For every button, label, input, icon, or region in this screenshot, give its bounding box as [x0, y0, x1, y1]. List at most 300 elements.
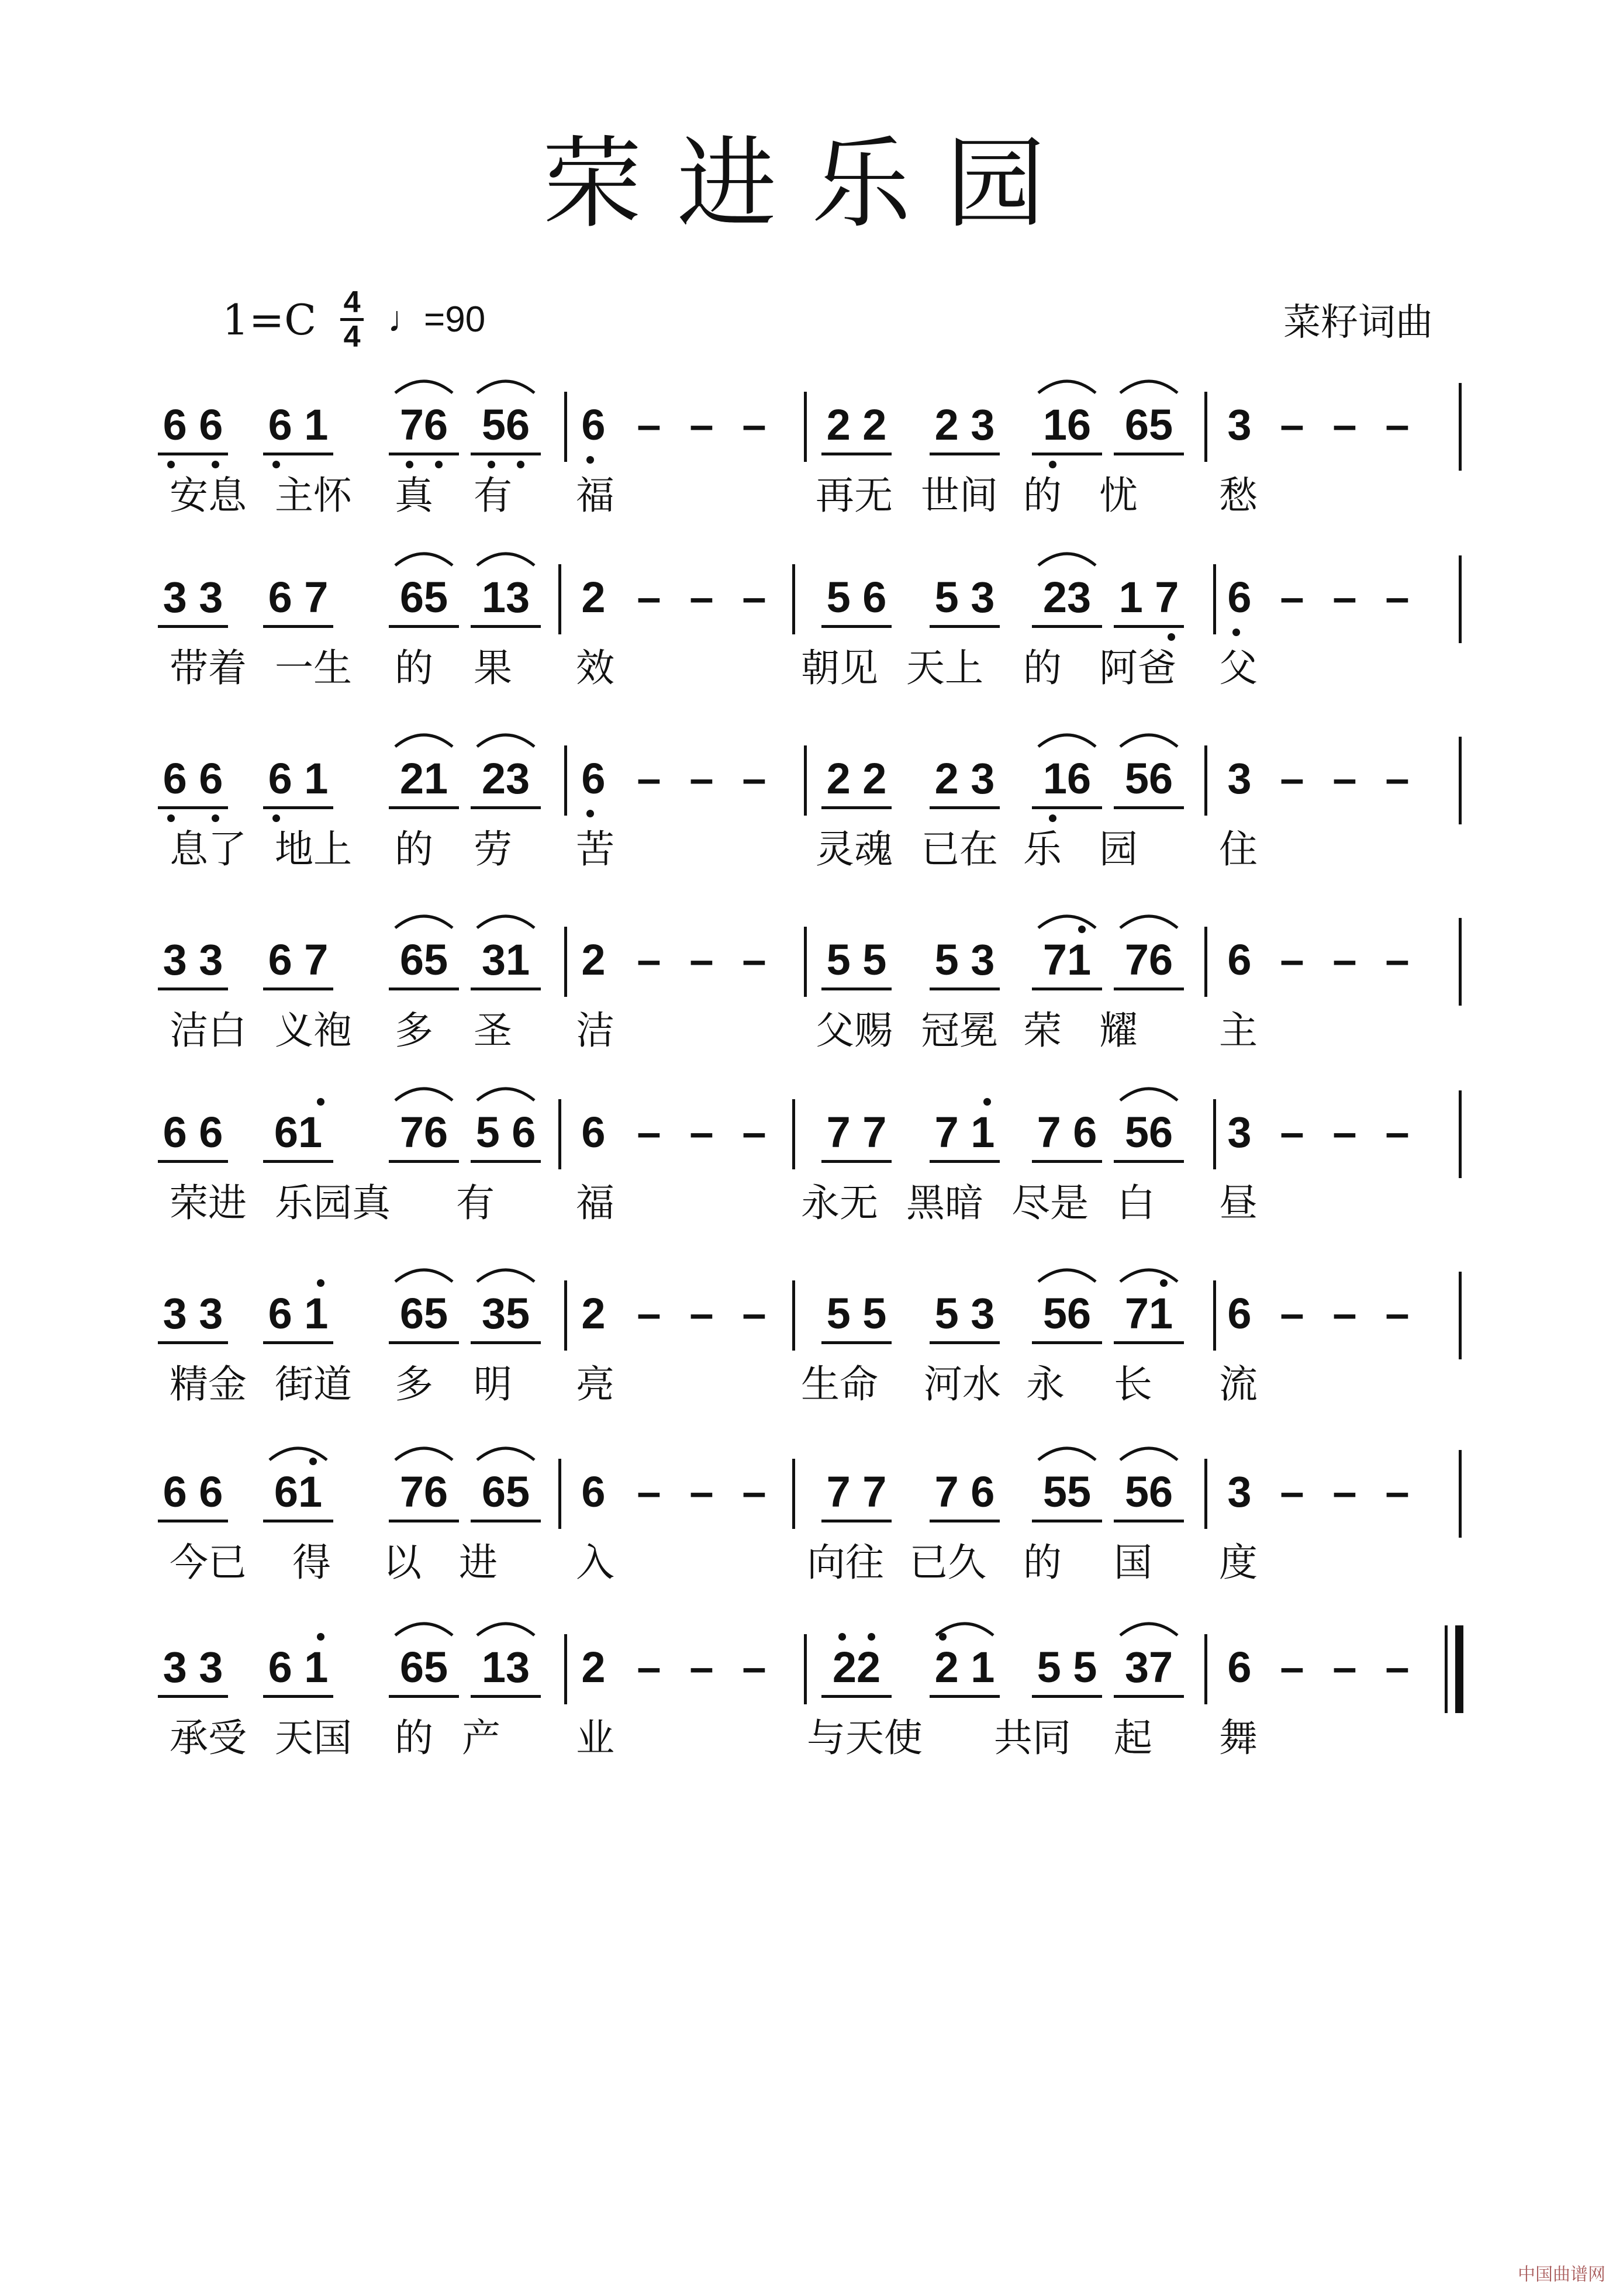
bar-line	[564, 392, 567, 462]
eighth-underline	[1114, 1160, 1184, 1163]
note-group: 31	[481, 935, 530, 984]
lyric-text: 园	[1099, 827, 1138, 872]
note-group: 65	[1124, 400, 1173, 449]
note-group: 6	[1227, 1289, 1252, 1338]
eighth-underline	[930, 453, 1000, 455]
slur-arc	[266, 1440, 330, 1463]
lyric-text: 的	[1023, 473, 1062, 518]
eighth-underline	[821, 806, 892, 809]
bar-line	[564, 1280, 567, 1351]
slur-arc	[1117, 727, 1181, 750]
note-group: 22	[832, 1643, 881, 1691]
note-group: 7 1	[934, 1108, 995, 1156]
lyric-text: 效	[576, 645, 614, 690]
eighth-underline	[263, 453, 333, 455]
note-group: –	[1332, 935, 1357, 984]
slur-arc	[474, 373, 538, 396]
note-group: 16	[1042, 400, 1092, 449]
lyric-text: 义袍	[275, 1008, 352, 1053]
lyric-text: 入	[576, 1540, 614, 1585]
note-group: –	[742, 754, 766, 803]
lyric-text: 尽是	[1011, 1180, 1089, 1225]
eighth-underline	[1032, 453, 1102, 455]
bar-line	[564, 927, 567, 997]
note-group: –	[742, 1643, 766, 1691]
bar-line	[564, 1634, 567, 1704]
bar-line	[1204, 1459, 1207, 1529]
note-group: 71	[1042, 935, 1092, 984]
slur-arc	[1117, 373, 1181, 396]
upper-octave-dot	[317, 1633, 324, 1641]
score-system	[0, 1470, 1623, 1646]
lyric-text: 洁	[576, 1008, 614, 1053]
note-group: 6	[581, 754, 606, 803]
lower-octave-dot	[1049, 461, 1056, 468]
note-group: 6	[1227, 573, 1252, 622]
note-group: 5 3	[934, 935, 995, 984]
bar-line	[804, 392, 807, 462]
note-group: –	[1332, 1643, 1357, 1691]
eighth-underline	[471, 1341, 541, 1344]
lower-octave-dot	[1232, 629, 1240, 636]
note-group: 6 1	[268, 1643, 329, 1691]
note-group: –	[689, 1108, 714, 1156]
bar-line	[558, 1099, 561, 1169]
eighth-underline	[821, 1520, 892, 1522]
note-group: 6	[1227, 935, 1252, 984]
eighth-underline	[263, 988, 333, 990]
note-group: 61	[274, 1108, 323, 1156]
note-group: –	[742, 573, 766, 622]
note-group: –	[689, 935, 714, 984]
bar-line	[1459, 918, 1462, 1006]
note-group: 61	[274, 1468, 323, 1516]
bar-line	[804, 745, 807, 816]
note-group: –	[1280, 573, 1304, 622]
key-equals: =	[248, 295, 285, 344]
score-system	[0, 935, 1623, 1114]
lyric-text: 与天使	[807, 1715, 923, 1760]
eighth-underline	[821, 453, 892, 455]
eighth-underline	[1114, 453, 1184, 455]
note-group: 65	[399, 1289, 448, 1338]
lyric-text: 永无	[801, 1180, 878, 1225]
note-group: 3	[1227, 400, 1252, 449]
note-group: 16	[1042, 754, 1092, 803]
lyric-text: 息了	[170, 827, 247, 872]
eighth-underline	[471, 806, 541, 809]
note-group: –	[689, 1289, 714, 1338]
lyric-text: 荣进	[170, 1180, 247, 1225]
note-group: –	[1385, 935, 1410, 984]
eighth-underline	[389, 1520, 459, 1522]
note-group: –	[1332, 1468, 1357, 1516]
note-group: 35	[481, 1289, 530, 1338]
score-system	[0, 1108, 1623, 1286]
eighth-underline	[263, 1695, 333, 1698]
note-group: 5 5	[1037, 1643, 1097, 1691]
lower-octave-dot	[1168, 633, 1175, 641]
bar-line	[1204, 392, 1207, 462]
slur-arc	[474, 727, 538, 750]
note-group: –	[1280, 1643, 1304, 1691]
note-group: –	[689, 573, 714, 622]
upper-octave-dot	[838, 1633, 846, 1641]
note-group: 6 7	[268, 573, 329, 622]
lyric-text: 父	[1219, 645, 1258, 690]
note-group: 6 6	[163, 754, 223, 803]
eighth-underline	[1032, 988, 1102, 990]
note-group: –	[689, 1468, 714, 1516]
note-group: –	[742, 1108, 766, 1156]
note-group: 6	[581, 1468, 606, 1516]
lyric-text: 父赐	[816, 1008, 893, 1053]
note-group: –	[637, 1289, 661, 1338]
slur-arc	[392, 727, 456, 750]
lyric-text: 福	[576, 1180, 614, 1225]
eighth-underline	[158, 1695, 228, 1698]
lyric-text: 乐园真	[275, 1180, 391, 1225]
note-group: 2 3	[934, 754, 995, 803]
note-group: 6 1	[268, 754, 329, 803]
note-group: 13	[481, 573, 530, 622]
song-title: 荣进乐园	[542, 126, 1080, 242]
note-group: 3 3	[163, 935, 223, 984]
note-group: 2	[581, 1289, 606, 1338]
key-one: 1	[222, 295, 249, 344]
note-group: 3 3	[163, 1643, 223, 1691]
key-signature	[222, 285, 486, 354]
slur-arc	[933, 1615, 997, 1639]
note-group: 21	[399, 754, 448, 803]
lyric-text: 昼	[1219, 1180, 1258, 1225]
time-bottom: 4	[343, 320, 361, 354]
note-group: 56	[1124, 1468, 1173, 1516]
lyric-text: 一生	[275, 645, 352, 690]
bar-line	[792, 1459, 795, 1529]
note-group: 2 1	[934, 1643, 995, 1691]
note-group: –	[637, 400, 661, 449]
lower-octave-dot	[586, 810, 594, 817]
slur-arc	[392, 1262, 456, 1285]
eighth-underline	[158, 988, 228, 990]
bar-line	[1445, 1625, 1448, 1713]
lyric-text: 已久	[909, 1540, 986, 1585]
slur-arc	[1117, 1262, 1181, 1285]
note-group: 6 6	[163, 1108, 223, 1156]
slur-arc	[474, 1262, 538, 1285]
eighth-underline	[1032, 625, 1102, 628]
note-group: –	[742, 1289, 766, 1338]
author-credit: 菜籽词曲	[1283, 301, 1433, 344]
note-group: –	[689, 400, 714, 449]
slur-arc	[474, 1615, 538, 1639]
bar-line	[792, 1099, 795, 1169]
lyric-text: 向往	[807, 1540, 884, 1585]
note-group: 3	[1227, 1108, 1252, 1156]
eighth-underline	[263, 1520, 333, 1522]
eighth-underline	[1032, 1341, 1102, 1344]
slur-arc	[392, 545, 456, 569]
upper-octave-dot	[983, 1098, 991, 1106]
eighth-underline	[389, 806, 459, 809]
note-group: 65	[481, 1468, 530, 1516]
eighth-underline	[1114, 1520, 1184, 1522]
note-group: 6	[581, 400, 606, 449]
lower-octave-dot	[435, 461, 443, 468]
lyric-text: 承受	[170, 1715, 247, 1760]
note-group: –	[1332, 400, 1357, 449]
eighth-underline	[1114, 988, 1184, 990]
note-group: 76	[399, 1468, 448, 1516]
note-group: 3	[1227, 1468, 1252, 1516]
note-group: 6	[581, 1108, 606, 1156]
lyric-text: 永	[1026, 1362, 1065, 1407]
bar-line	[1459, 555, 1462, 643]
lyric-text: 的	[395, 1715, 433, 1760]
eighth-underline	[389, 1695, 459, 1698]
lyric-text: 的	[1023, 1540, 1062, 1585]
note-group: –	[637, 1108, 661, 1156]
slur-arc	[1117, 1615, 1181, 1639]
eighth-underline	[471, 453, 541, 455]
note-group: –	[1280, 935, 1304, 984]
lower-octave-dot	[517, 461, 524, 468]
eighth-underline	[930, 806, 1000, 809]
lyric-text: 黑暗	[906, 1180, 983, 1225]
eighth-underline	[1114, 1341, 1184, 1344]
eighth-underline	[389, 1341, 459, 1344]
note-group: 55	[1042, 1468, 1092, 1516]
note-group: 6 6	[163, 1468, 223, 1516]
bar-line	[564, 745, 567, 816]
lower-octave-dot	[167, 814, 175, 822]
bar-line	[1213, 564, 1216, 634]
eighth-underline	[158, 806, 228, 809]
score-system	[0, 754, 1623, 933]
score-system	[0, 1289, 1623, 1468]
eighth-underline	[1032, 1695, 1102, 1698]
note-group: 5 3	[934, 1289, 995, 1338]
eighth-underline	[471, 625, 541, 628]
bar-line	[792, 564, 795, 634]
note-group: –	[1280, 1289, 1304, 1338]
note-group: 13	[481, 1643, 530, 1691]
eighth-underline	[930, 1160, 1000, 1163]
slur-arc	[474, 908, 538, 931]
lyric-text: 多	[395, 1008, 433, 1053]
bar-line	[1459, 1272, 1462, 1359]
upper-octave-dot	[868, 1633, 875, 1641]
lyric-text: 阿爸	[1099, 645, 1176, 690]
note-group: –	[1385, 400, 1410, 449]
score-system	[0, 1643, 1623, 1821]
bar-line	[558, 564, 561, 634]
lyric-text: 亮	[576, 1362, 614, 1407]
eighth-underline	[930, 1520, 1000, 1522]
time-top: 4	[343, 285, 361, 319]
slur-arc	[1035, 1262, 1099, 1285]
note-group: 56	[1042, 1289, 1092, 1338]
lyric-text: 已在	[921, 827, 998, 872]
lower-octave-dot	[272, 461, 280, 468]
note-group: 2	[581, 573, 606, 622]
eighth-underline	[471, 1520, 541, 1522]
eighth-underline	[158, 1520, 228, 1522]
note-group: –	[1280, 400, 1304, 449]
lyric-text: 产	[462, 1715, 500, 1760]
slur-arc	[1035, 545, 1099, 569]
lyric-text: 带着	[170, 645, 247, 690]
lyric-text: 住	[1219, 827, 1258, 872]
lyric-text: 生命	[801, 1362, 878, 1407]
lower-octave-dot	[167, 461, 175, 468]
note-group: 6 7	[268, 935, 329, 984]
eighth-underline	[1032, 1520, 1102, 1522]
note-group: 3	[1227, 754, 1252, 803]
lyric-text: 世间	[921, 473, 998, 518]
lyric-text: 乐	[1023, 827, 1062, 872]
lower-octave-dot	[212, 461, 219, 468]
note-group: 1 7	[1118, 573, 1179, 622]
eighth-underline	[1114, 806, 1184, 809]
eighth-underline	[821, 1341, 892, 1344]
eighth-underline	[263, 1341, 333, 1344]
lyric-text: 圣	[474, 1008, 512, 1053]
slur-arc	[1117, 908, 1181, 931]
note-group: 76	[399, 400, 448, 449]
note-group: –	[637, 935, 661, 984]
lyric-text: 共同	[994, 1715, 1071, 1760]
bar-line	[1213, 1280, 1216, 1351]
eighth-underline	[389, 625, 459, 628]
lyric-text: 进	[459, 1540, 498, 1585]
eighth-underline	[471, 988, 541, 990]
lyric-text: 荣	[1023, 1008, 1062, 1053]
lyric-text: 今已	[170, 1540, 247, 1585]
final-bar-line	[1455, 1625, 1463, 1713]
note-group: 65	[399, 1643, 448, 1691]
lyric-text: 有	[456, 1180, 495, 1225]
eighth-underline	[1114, 1695, 1184, 1698]
note-group: –	[742, 935, 766, 984]
score-system	[0, 573, 1623, 751]
slur-arc	[474, 1440, 538, 1463]
slur-arc	[392, 373, 456, 396]
upper-octave-dot	[317, 1279, 324, 1287]
slur-arc	[474, 545, 538, 569]
bar-line	[1459, 1090, 1462, 1178]
bar-line	[804, 1634, 807, 1704]
note-group: 56	[1124, 754, 1173, 803]
lyric-text: 福	[576, 473, 614, 518]
note-group: 7 6	[934, 1468, 995, 1516]
note-group: 5 3	[934, 573, 995, 622]
lyric-text: 舞	[1219, 1715, 1258, 1760]
bar-line	[1204, 1634, 1207, 1704]
lower-octave-dot	[212, 814, 219, 822]
lyric-text: 果	[474, 645, 512, 690]
key-letter: C	[284, 295, 317, 344]
eighth-underline	[389, 1160, 459, 1163]
eighth-underline	[471, 1160, 541, 1163]
note-group: 2 2	[826, 754, 887, 803]
bar-line	[558, 1459, 561, 1529]
note-group: 7 7	[826, 1468, 887, 1516]
note-group: 6	[1227, 1643, 1252, 1691]
note-group: 2 3	[934, 400, 995, 449]
lyric-text: 苦	[576, 827, 614, 872]
lyric-text: 忧	[1099, 473, 1138, 518]
lyric-text: 地上	[275, 827, 352, 872]
bar-line	[792, 1280, 795, 1351]
lower-octave-dot	[488, 461, 495, 468]
note-group: –	[1332, 1108, 1357, 1156]
note-group: 23	[481, 754, 530, 803]
lower-octave-dot	[586, 456, 594, 464]
bar-line	[1459, 737, 1462, 824]
eighth-underline	[821, 1695, 892, 1698]
lower-octave-dot	[406, 461, 413, 468]
eighth-underline	[158, 1160, 228, 1163]
note-group: –	[637, 1468, 661, 1516]
note-group: –	[637, 754, 661, 803]
lyric-text: 业	[576, 1715, 614, 1760]
slur-arc	[392, 908, 456, 931]
note-group: –	[742, 1468, 766, 1516]
note-group: –	[1280, 1468, 1304, 1516]
lyric-text: 多	[395, 1362, 433, 1407]
note-group: 76	[1124, 935, 1173, 984]
lyric-text: 河水	[924, 1362, 1001, 1407]
bar-line	[804, 927, 807, 997]
lower-octave-dot	[272, 814, 280, 822]
slur-arc	[474, 1080, 538, 1104]
note-group: 56	[1124, 1108, 1173, 1156]
tempo-value: =90	[424, 299, 486, 340]
lyric-text: 明	[474, 1362, 512, 1407]
note-group: 5 5	[826, 935, 887, 984]
lyric-text: 朝见	[801, 645, 878, 690]
lyric-text: 耀	[1099, 1008, 1138, 1053]
eighth-underline	[821, 988, 892, 990]
lyric-text: 得	[292, 1540, 331, 1585]
note-group: 5 5	[826, 1289, 887, 1338]
slur-arc	[392, 1440, 456, 1463]
lyric-text: 度	[1219, 1540, 1258, 1585]
lyric-text: 冠冕	[921, 1008, 998, 1053]
bar-line	[1459, 1450, 1462, 1538]
eighth-underline	[1032, 806, 1102, 809]
lyric-text: 灵魂	[816, 827, 893, 872]
note-group: –	[1280, 754, 1304, 803]
eighth-underline	[930, 1341, 1000, 1344]
note-group: –	[1385, 1468, 1410, 1516]
watermark-logo: 中国曲谱网	[1518, 2264, 1605, 2285]
slur-arc	[392, 1615, 456, 1639]
eighth-underline	[471, 1695, 541, 1698]
eighth-underline	[1114, 625, 1184, 628]
lyric-text: 精金	[170, 1362, 247, 1407]
lyric-text: 洁白	[170, 1008, 247, 1053]
note-group: –	[637, 573, 661, 622]
note-group: –	[1385, 1289, 1410, 1338]
score-system	[0, 400, 1623, 579]
eighth-underline	[930, 988, 1000, 990]
eighth-underline	[158, 625, 228, 628]
bar-line	[1459, 383, 1462, 471]
eighth-underline	[821, 625, 892, 628]
